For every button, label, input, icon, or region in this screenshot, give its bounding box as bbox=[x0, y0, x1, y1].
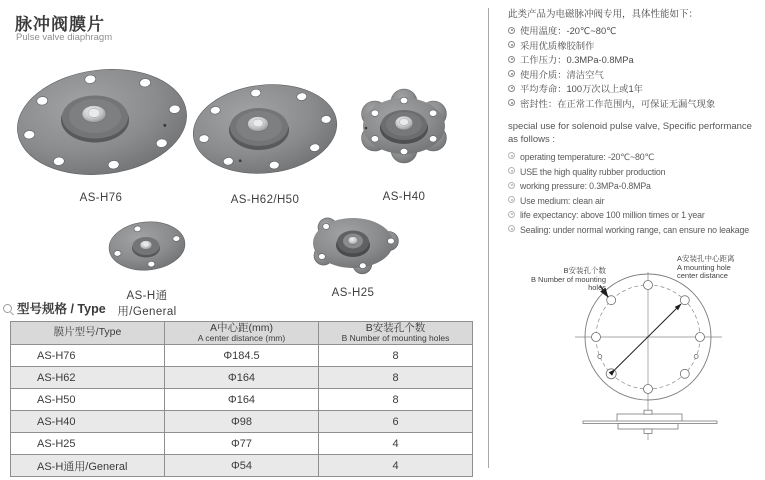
cell-holes: 6 bbox=[319, 411, 473, 433]
table-header-row bbox=[11, 322, 473, 345]
table-row bbox=[11, 411, 473, 433]
spec-item: 使用温度：-20℃~80℃ bbox=[508, 26, 762, 36]
magnifier-icon bbox=[3, 304, 12, 313]
cell-distance: Φ54 bbox=[165, 455, 319, 477]
cell-holes: 8 bbox=[319, 367, 473, 389]
spec-item: 采用优质橡胶制作 bbox=[508, 41, 762, 51]
cell-holes: 8 bbox=[319, 389, 473, 411]
cell-type: AS-H通用/General bbox=[11, 455, 165, 477]
diaphragm-photo-as-h-general bbox=[105, 216, 190, 278]
spec-item: 密封性：在正常工作范围内，可保证无漏气现象 bbox=[508, 99, 762, 109]
spec-item: 使用介质：清洁空气 bbox=[508, 70, 762, 80]
page-title: 脉冲阀膜片 bbox=[15, 15, 105, 34]
ring-bullet-icon bbox=[508, 196, 515, 203]
performance-panel-en bbox=[508, 120, 762, 235]
col-header-mounting-holes: B安装孔个数 B Number of mounting holes bbox=[319, 322, 473, 345]
spec-item: 平均寿命：100万次以上或1年 bbox=[508, 84, 762, 94]
product-as-h76 bbox=[12, 66, 190, 204]
cell-distance: Φ164 bbox=[165, 389, 319, 411]
diagram-label-a bbox=[677, 255, 763, 281]
spec-item: operating temperature: -20℃~80℃ bbox=[508, 152, 762, 162]
spec-intro-en: special use for solenoid pulse valve, Specific performance as follows : bbox=[508, 120, 752, 146]
ring-bullet-icon bbox=[508, 85, 515, 92]
product-as-h62-h50 bbox=[190, 82, 340, 206]
ring-bullet-icon bbox=[508, 27, 515, 34]
diagram-label-a-en2: center distance bbox=[677, 271, 728, 281]
cell-type: AS-H76 bbox=[11, 345, 165, 367]
spec-item: working pressure: 0.3MPa-0.8MPa bbox=[508, 181, 762, 191]
col-header-type: 膜片型号/Type bbox=[11, 322, 165, 345]
cell-holes: 4 bbox=[319, 455, 473, 477]
spec-item: USE the high quality rubber production bbox=[508, 167, 762, 177]
diagram-label-b-cn: B安装孔个数 bbox=[563, 266, 606, 275]
mounting-diagram bbox=[510, 248, 765, 468]
product-as-h25 bbox=[304, 212, 402, 299]
ring-bullet-icon bbox=[508, 225, 515, 232]
spec-item: Sealing: under normal working range, can ensure no leakage bbox=[508, 225, 762, 235]
type-spec-table bbox=[10, 321, 473, 477]
product-label: AS-H62/H50 bbox=[230, 194, 300, 206]
ring-bullet-icon bbox=[508, 41, 515, 48]
ring-bullet-icon bbox=[508, 70, 515, 77]
product-as-h-general bbox=[103, 216, 191, 319]
diaphragm-photo-as-h62-h50 bbox=[190, 82, 340, 177]
page-subtitle: Pulse valve diaphragm bbox=[16, 32, 113, 43]
cell-distance: Φ77 bbox=[165, 433, 319, 455]
performance-panel bbox=[508, 8, 762, 240]
spec-item: Use medium: clean air bbox=[508, 196, 762, 206]
spec-item: 工作压力：0.3MPa-0.8MPa bbox=[508, 55, 762, 65]
diagram-label-a-cn: A安装孔中心距离 bbox=[677, 254, 735, 263]
diaphragm-photo-as-h40 bbox=[352, 88, 457, 168]
ring-bullet-icon bbox=[508, 152, 515, 159]
ring-bullet-icon bbox=[508, 211, 515, 218]
product-label: AS-H通用/General bbox=[117, 290, 177, 318]
table-row bbox=[11, 367, 473, 389]
section-title: 型号规格 / Type bbox=[17, 302, 106, 316]
diagram-label-a-en1: A mounting hole bbox=[677, 262, 731, 272]
diagram-label-b bbox=[518, 267, 606, 293]
product-label: AS-H76 bbox=[79, 192, 123, 204]
cell-type: AS-H25 bbox=[11, 433, 165, 455]
cell-distance: Φ164 bbox=[165, 367, 319, 389]
vertical-divider bbox=[488, 8, 489, 468]
product-as-h40 bbox=[350, 88, 458, 203]
cell-distance: Φ98 bbox=[165, 411, 319, 433]
table-row bbox=[11, 345, 473, 367]
cell-holes: 4 bbox=[319, 433, 473, 455]
cell-type: AS-H40 bbox=[11, 411, 165, 433]
spec-intro-cn: 此类产品为电磁脉冲阀专用，具体性能如下： bbox=[508, 9, 699, 20]
cell-holes: 8 bbox=[319, 345, 473, 367]
table-row bbox=[11, 389, 473, 411]
diagram-label-b-en: B Number of mounting holes bbox=[530, 274, 606, 293]
cell-type: AS-H62 bbox=[11, 367, 165, 389]
spec-item: life expectancy: above 100 million times or 1 year bbox=[508, 210, 762, 220]
ring-bullet-icon bbox=[508, 99, 515, 106]
ring-bullet-icon bbox=[508, 167, 515, 174]
product-label: AS-H40 bbox=[382, 191, 426, 203]
type-section-header bbox=[3, 299, 106, 317]
cell-distance: Φ184.5 bbox=[165, 345, 319, 367]
ring-bullet-icon bbox=[508, 56, 515, 63]
table-row bbox=[11, 433, 473, 455]
cell-type: AS-H50 bbox=[11, 389, 165, 411]
col-header-center-distance: A中心距(mm) A center distance (mm) bbox=[165, 322, 319, 345]
product-label: AS-H25 bbox=[331, 287, 375, 299]
ring-bullet-icon bbox=[508, 182, 515, 189]
diaphragm-photo-as-h76 bbox=[14, 66, 189, 178]
table-row bbox=[11, 455, 473, 477]
diaphragm-photo-as-h25 bbox=[304, 212, 402, 276]
